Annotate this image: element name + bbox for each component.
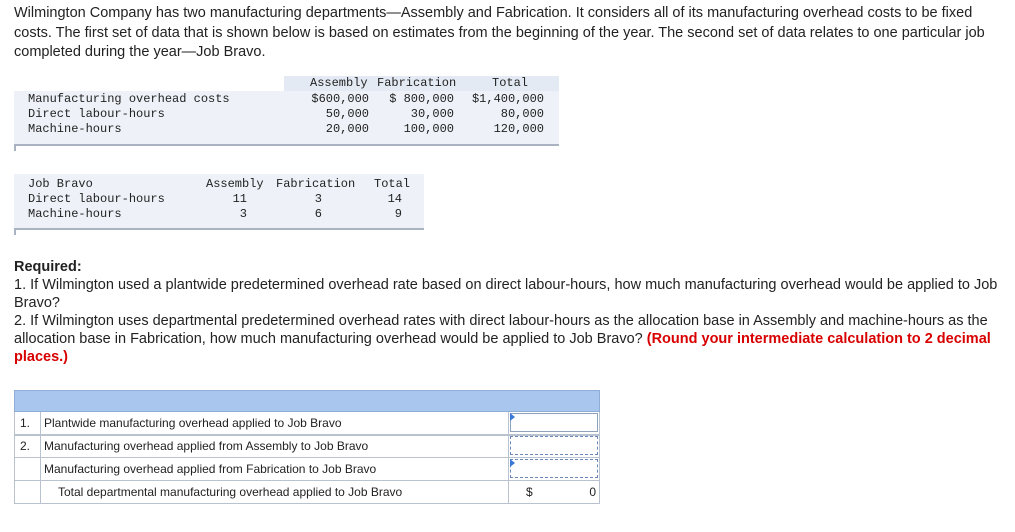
rounding-note: (Round your intermediate calculation to 2 decimal places.)	[14, 331, 991, 365]
cell-fabrication: 6	[314, 207, 322, 221]
answer-row	[14, 435, 600, 458]
table-divider-edge	[14, 144, 16, 151]
header-total: Total	[492, 76, 529, 90]
table-divider	[14, 228, 424, 230]
answer-row	[14, 481, 600, 504]
plantwide-overhead-input[interactable]	[510, 413, 598, 432]
row-label: Direct labour-hours	[28, 192, 165, 206]
cell-assembly: 20,000	[325, 122, 369, 136]
row-number: 1.	[20, 416, 31, 430]
assembly-overhead-input[interactable]	[510, 436, 598, 455]
row-label: Machine-hours	[28, 207, 122, 221]
cell-assembly: $600,000	[311, 92, 369, 106]
row-label: Machine-hours	[28, 122, 122, 136]
row-label: Manufacturing overhead costs	[28, 92, 230, 106]
table-divider-edge	[14, 228, 16, 235]
required-section	[14, 258, 1004, 366]
cell-total: 120,000	[493, 122, 544, 136]
header-fabrication: Fabrication	[276, 177, 356, 191]
row-label: Total departmental manufacturing overhead applied to Job Bravo	[58, 485, 403, 499]
job-bravo-table	[14, 174, 424, 236]
cell-fabrication: 30,000	[410, 107, 454, 121]
row-number: 2.	[20, 439, 31, 453]
header-assembly: Assembly	[310, 76, 368, 90]
question-2-text: 2. If Wilmington uses departmental predetermined overhead rates with direct labour-hours as the allocation base in Assembly and machine-hours as the allocation base in Fabrication, how much manufacturing overhead would be applied to Job Bravo?	[14, 313, 988, 347]
question-2	[14, 312, 1004, 366]
fabrication-overhead-input[interactable]	[510, 459, 598, 478]
header-assembly: Assembly	[206, 177, 264, 191]
cell-total: 9	[394, 207, 402, 221]
input-flag-icon	[510, 413, 515, 421]
problem-intro: Wilmington Company has two manufacturing departments—Assembly and Fabrication. It considers all of its manufacturing overhead costs to be fixed costs. The first set of data that is shown below is based on estimates from the beginning of the year. The second set of data relates to one particular job completed during the year—Job Bravo.	[14, 5, 985, 60]
row-label: Manufacturing overhead applied from Assembly to Job Bravo	[44, 439, 369, 453]
cell-assembly: 50,000	[325, 107, 369, 121]
cell-total: 80,000	[500, 107, 544, 121]
row-label: Direct labour-hours	[28, 107, 165, 121]
header-fabrication: Fabrication	[377, 76, 457, 90]
required-heading: Required:	[14, 259, 82, 275]
total-overhead-value: 0	[589, 485, 596, 499]
cell-assembly: 11	[232, 192, 247, 206]
cell-total: 14	[387, 192, 402, 206]
cell-total: $1,400,000	[471, 92, 544, 106]
answer-table-header	[14, 390, 600, 412]
row-label: Plantwide manufacturing overhead applied to Job Bravo	[44, 416, 342, 430]
cell-fabrication: 100,000	[403, 122, 454, 136]
estimates-table	[14, 76, 559, 146]
row-label: Manufacturing overhead applied from Fabrication to Job Bravo	[44, 462, 377, 476]
job-title: Job Bravo	[28, 177, 93, 191]
question-1: 1. If Wilmington used a plantwide predetermined overhead rate based on direct labour-hours, how much manufacturing overhead would be applied to Job Bravo?	[14, 277, 998, 311]
cell-assembly: 3	[239, 207, 247, 221]
table-divider	[14, 144, 559, 146]
answer-row	[14, 412, 600, 435]
header-total: Total	[374, 177, 411, 191]
cell-fabrication: $ 800,000	[389, 92, 454, 106]
answer-row	[14, 458, 600, 481]
currency-symbol: $	[526, 485, 533, 499]
input-flag-icon	[510, 459, 515, 467]
cell-fabrication: 3	[314, 192, 322, 206]
